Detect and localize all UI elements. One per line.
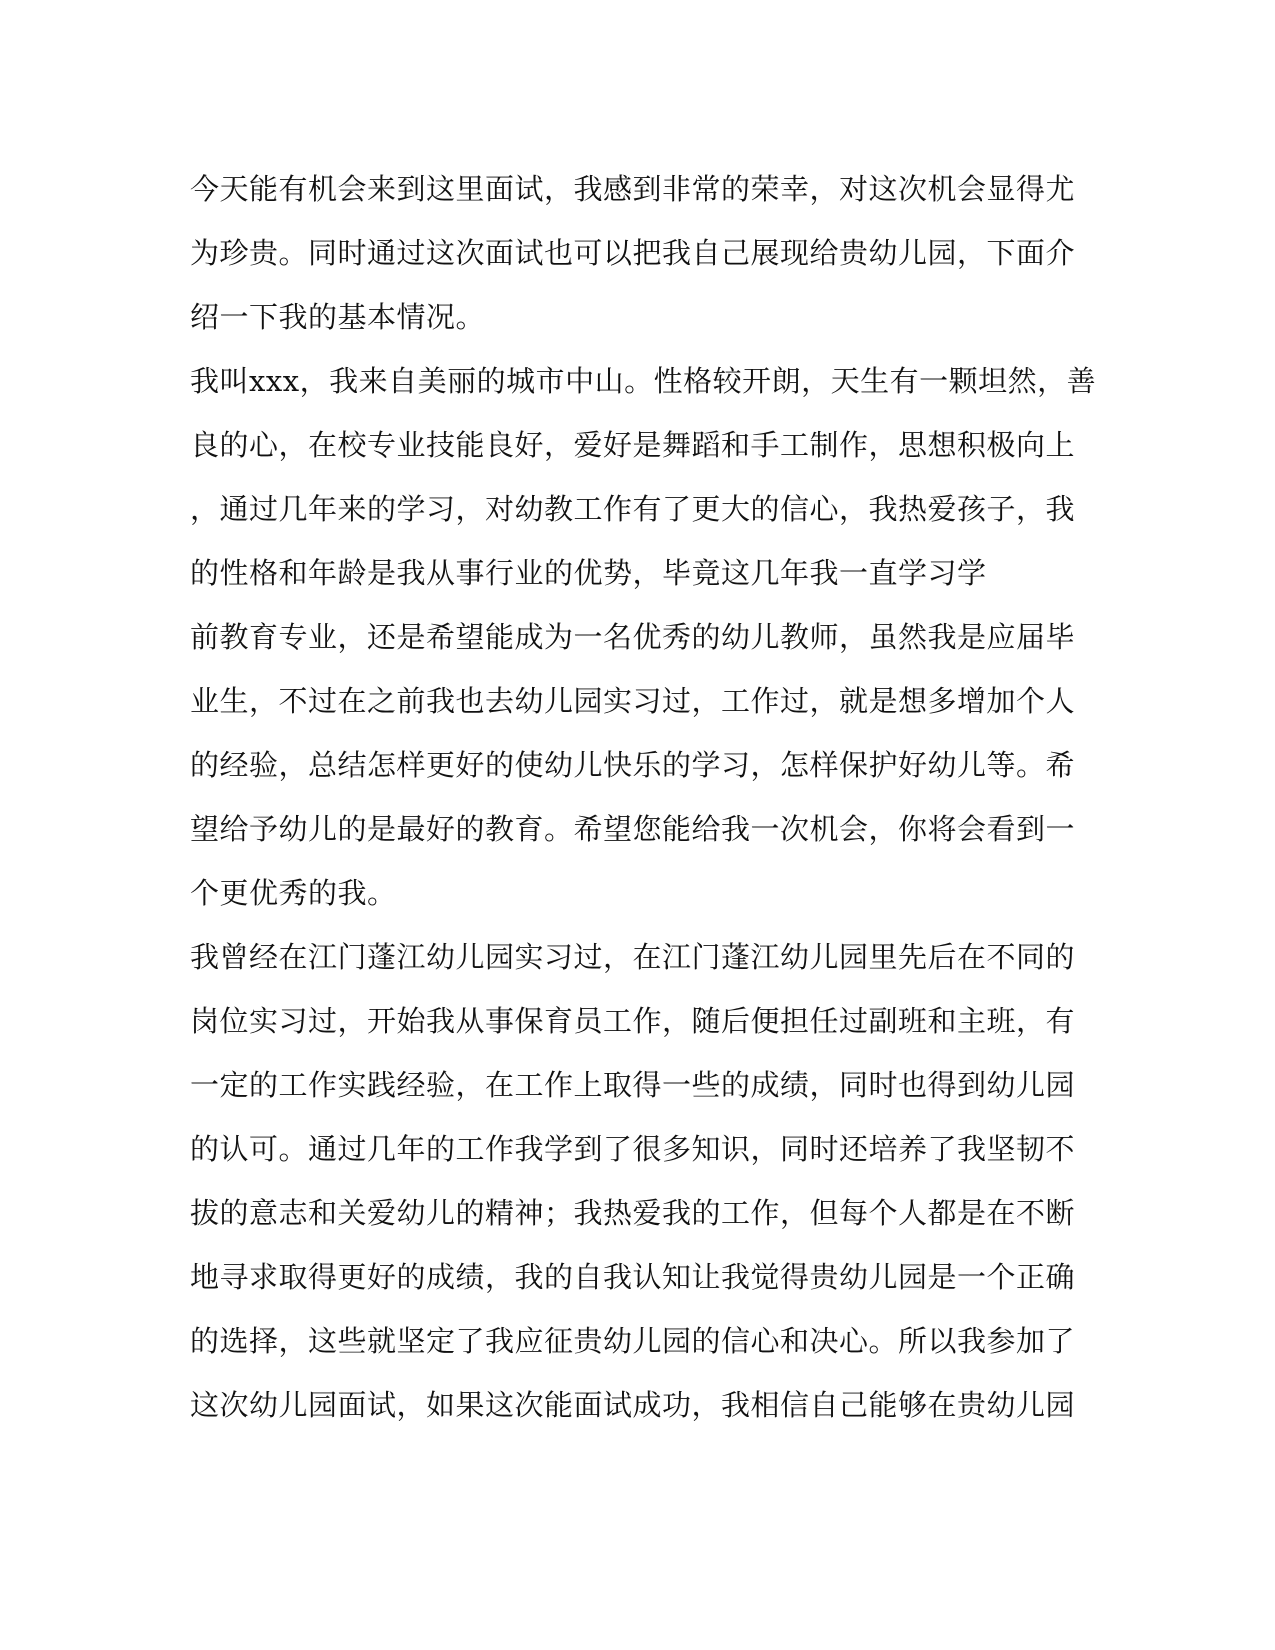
text-line: 一定的工作实践经验，在工作上取得一些的成绩，同时也得到幼儿园 (190, 1068, 1076, 1102)
text-line: 拔的意志和关爱幼儿的精神；我热爱我的工作，但每个人都是在不断 (190, 1196, 1076, 1230)
text-line: ，通过几年来的学习，对幼教工作有了更大的信心，我热爱孩子，我 (190, 492, 1076, 526)
text-line: 今天能有机会来到这里面试，我感到非常的荣幸，对这次机会显得尤 (190, 172, 1076, 206)
text-line: 我曾经在江门蓬江幼儿园实习过，在江门蓬江幼儿园里先后在不同的 (190, 940, 1076, 974)
text-line: 的性格和年龄是我从事行业的优势，毕竟这几年我一直学习学 (190, 556, 987, 590)
text-line: 良的心，在校专业技能良好，爱好是舞蹈和手工制作，思想积极向上 (190, 428, 1076, 462)
text-line: 的选择，这些就坚定了我应征贵幼儿园的信心和决心。所以我参加了 (190, 1324, 1076, 1358)
text-line: 为珍贵。同时通过这次面试也可以把我自己展现给贵幼儿园，下面介 (190, 236, 1076, 270)
text-line: 前教育专业，还是希望能成为一名优秀的幼儿教师，虽然我是应届毕 (190, 620, 1076, 654)
text-line: 望给予幼儿的是最好的教育。希望您能给我一次机会，你将会看到一 (190, 812, 1076, 846)
text-line: 个更优秀的我。 (190, 876, 397, 910)
text-line: 地寻求取得更好的成绩，我的自我认知让我觉得贵幼儿园是一个正确 (190, 1260, 1076, 1294)
text-line: 这次幼儿园面试，如果这次能面试成功，我相信自己能够在贵幼儿园 (190, 1388, 1076, 1422)
body-text (190, 157, 1097, 1437)
text-line: 的认可。通过几年的工作我学到了很多知识，同时还培养了我坚韧不 (190, 1132, 1076, 1166)
text-line: 绍一下我的基本情况。 (190, 300, 486, 334)
text-line: 的经验，总结怎样更好的使幼儿快乐的学习，怎样保护好幼儿等。希 (190, 748, 1076, 782)
text-line: 业生，不过在之前我也去幼儿园实习过，工作过，就是想多增加个人 (190, 684, 1076, 718)
text-line: 岗位实习过，开始我从事保育员工作，随后便担任过副班和主班，有 (190, 1004, 1076, 1038)
text-line: 我叫xxx，我来自美丽的城市中山。性格较开朗，天生有一颗坦然，善 (190, 364, 1097, 398)
